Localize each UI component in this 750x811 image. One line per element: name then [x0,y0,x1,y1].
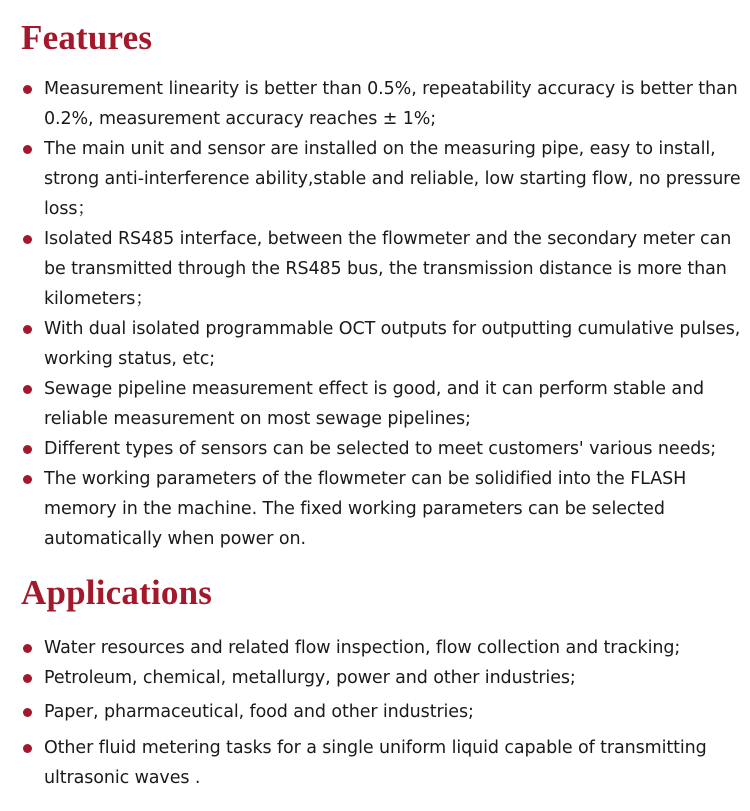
bullet-icon [23,385,32,394]
list-item-text: Petroleum, chemical, metallurgy, power and other industries; [44,668,576,688]
bullet-icon [23,674,32,683]
list-item [0,697,750,727]
list-item-text: Sewage pipeline measurement effect is good, and it can perform stable and reliable measurement on most sewage pipelines; [44,379,705,429]
list-item-text: Paper, pharmaceutical, food and other industries; [44,702,474,722]
list-item [0,374,750,434]
bullet-icon [23,235,32,244]
bullet-icon [23,708,32,717]
list-item-text: The working parameters of the flowmeter can be solidified into the FLASH memory in the machine. The fixed working parameters can be selected automatically when power on. [44,469,687,549]
bullet-icon [23,145,32,154]
list-item [0,134,750,224]
bullet-icon [23,85,32,94]
list-item [0,74,750,134]
applications-list [0,633,750,793]
features-list [0,74,750,554]
list-item [0,314,750,374]
list-item [0,464,750,554]
list-item-text: The main unit and sensor are installed on the measuring pipe, easy to install, strong anti-interference ability,stable and reliable, low starting flow, no pressure loss； [44,139,741,219]
bullet-icon [23,475,32,484]
bullet-icon [23,445,32,454]
list-item [0,224,750,314]
list-item-text: Isolated RS485 interface, between the flowmeter and the secondary meter can be transmitted through the RS485 bus, the transmission distance is more than kilometers； [44,229,732,309]
applications-heading: Applications [21,573,213,612]
list-item-text: Other fluid metering tasks for a single uniform liquid capable of transmitting ultrasonic waves . [44,738,707,788]
list-item [0,733,750,793]
list-item [0,663,750,693]
list-item [0,434,750,464]
bullet-icon [23,744,32,753]
list-item [0,633,750,663]
bullet-icon [23,644,32,653]
list-item-text: Different types of sensors can be selected to meet customers' various needs; [44,439,717,459]
features-heading: Features [21,18,153,57]
list-item-text: Water resources and related flow inspection, flow collection and tracking; [44,638,681,658]
bullet-icon [23,325,32,334]
list-item-text: With dual isolated programmable OCT outputs for outputting cumulative pulses, working status, etc; [44,319,741,369]
list-item-text: Measurement linearity is better than 0.5%, repeatability accuracy is better than 0.2%, measurement accuracy reaches ± 1%; [44,79,738,129]
